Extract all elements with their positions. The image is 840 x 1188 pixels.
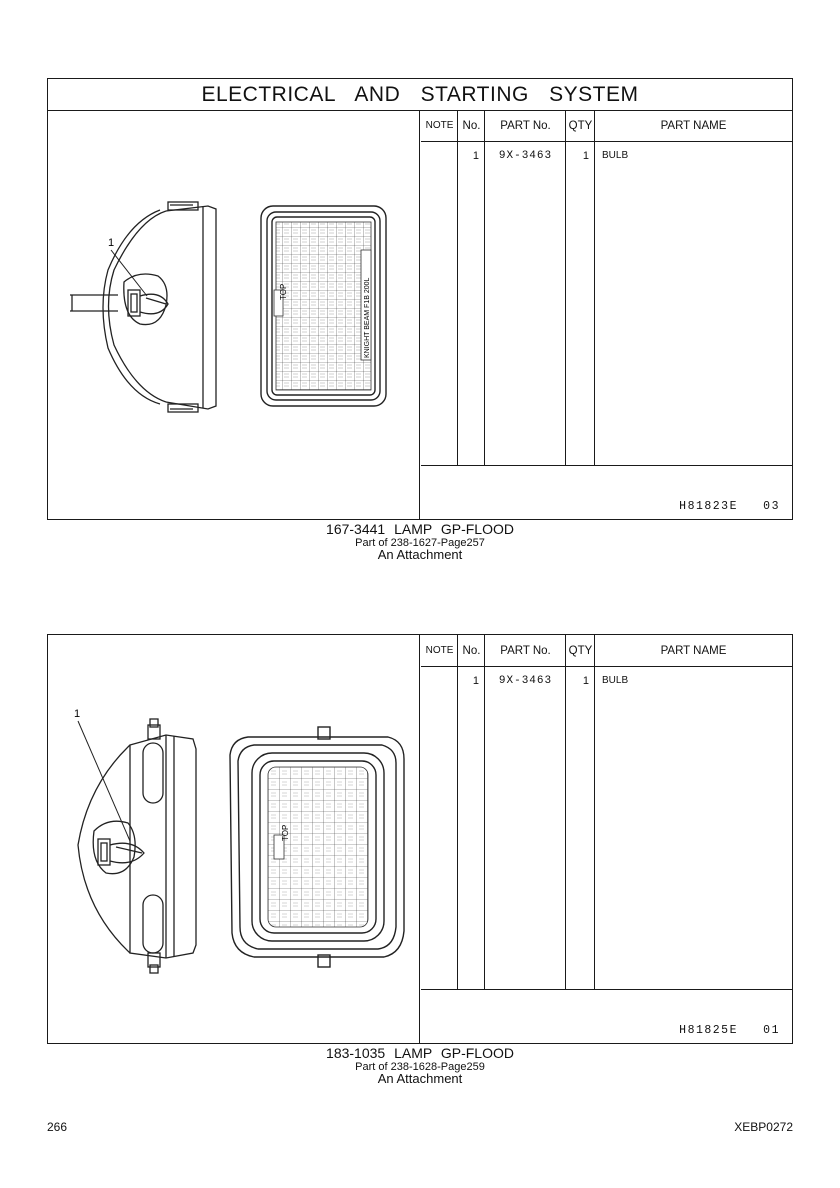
illustration-ref: H81823E 03: [679, 500, 780, 513]
row-qty: 1: [582, 150, 589, 162]
header-part-name: PART NAME: [595, 635, 792, 667]
row-qty: 1: [582, 675, 589, 687]
row-part-no[interactable]: 9X-3463: [498, 150, 553, 162]
parts-panel-1: [47, 78, 793, 520]
header-note: NOTE: [421, 635, 458, 667]
caption-subtitle: An Attachment: [377, 547, 463, 562]
header-no: No.: [458, 110, 485, 142]
lens-top-mark-2: TOP: [281, 824, 290, 841]
lens-brand-mark-1: KNIGHT BEAM F1B 200L: [364, 277, 371, 358]
row-no: 1: [472, 675, 479, 687]
row-part-name: BULB: [602, 150, 629, 161]
header-part-no: PART No.: [485, 635, 566, 667]
caption-title: 183-1035 LAMP GP-FLOOD: [326, 1045, 514, 1061]
caption-subtitle: An Attachment: [377, 1071, 463, 1086]
callout-2: 1: [74, 708, 81, 720]
caption-title: 167-3441 LAMP GP-FLOOD: [326, 521, 514, 537]
row-part-no[interactable]: 9X-3463: [498, 675, 553, 687]
illustration-1: [48, 110, 420, 519]
document-code: XEBP0272: [734, 1120, 793, 1134]
page-number: 266: [47, 1120, 68, 1134]
header-qty: QTY: [566, 635, 595, 667]
header-part-name: PART NAME: [595, 110, 792, 142]
section-title: ELECTRICAL AND STARTING SYSTEM: [48, 79, 792, 111]
lamp-drawing-2: [48, 635, 419, 1043]
parts-table-2: [421, 635, 792, 1043]
header-part-no: PART No.: [485, 110, 566, 142]
header-note: NOTE: [421, 110, 458, 142]
parts-table-1: [421, 110, 792, 519]
parts-panel-2: [47, 634, 793, 1044]
header-no: No.: [458, 635, 485, 667]
lens-top-mark-1: TOP: [279, 283, 288, 300]
header-qty: QTY: [566, 110, 595, 142]
row-no: 1: [472, 150, 479, 162]
illustration-2: [48, 635, 420, 1043]
illustration-ref: H81825E 01: [679, 1024, 780, 1037]
lamp-drawing-1: [48, 110, 419, 519]
caption-part-of: Part of 238-1627-Page257: [355, 537, 485, 549]
callout-1: 1: [108, 237, 115, 249]
row-part-name: BULB: [602, 675, 629, 686]
caption-part-of: Part of 238-1628-Page259: [355, 1061, 485, 1073]
